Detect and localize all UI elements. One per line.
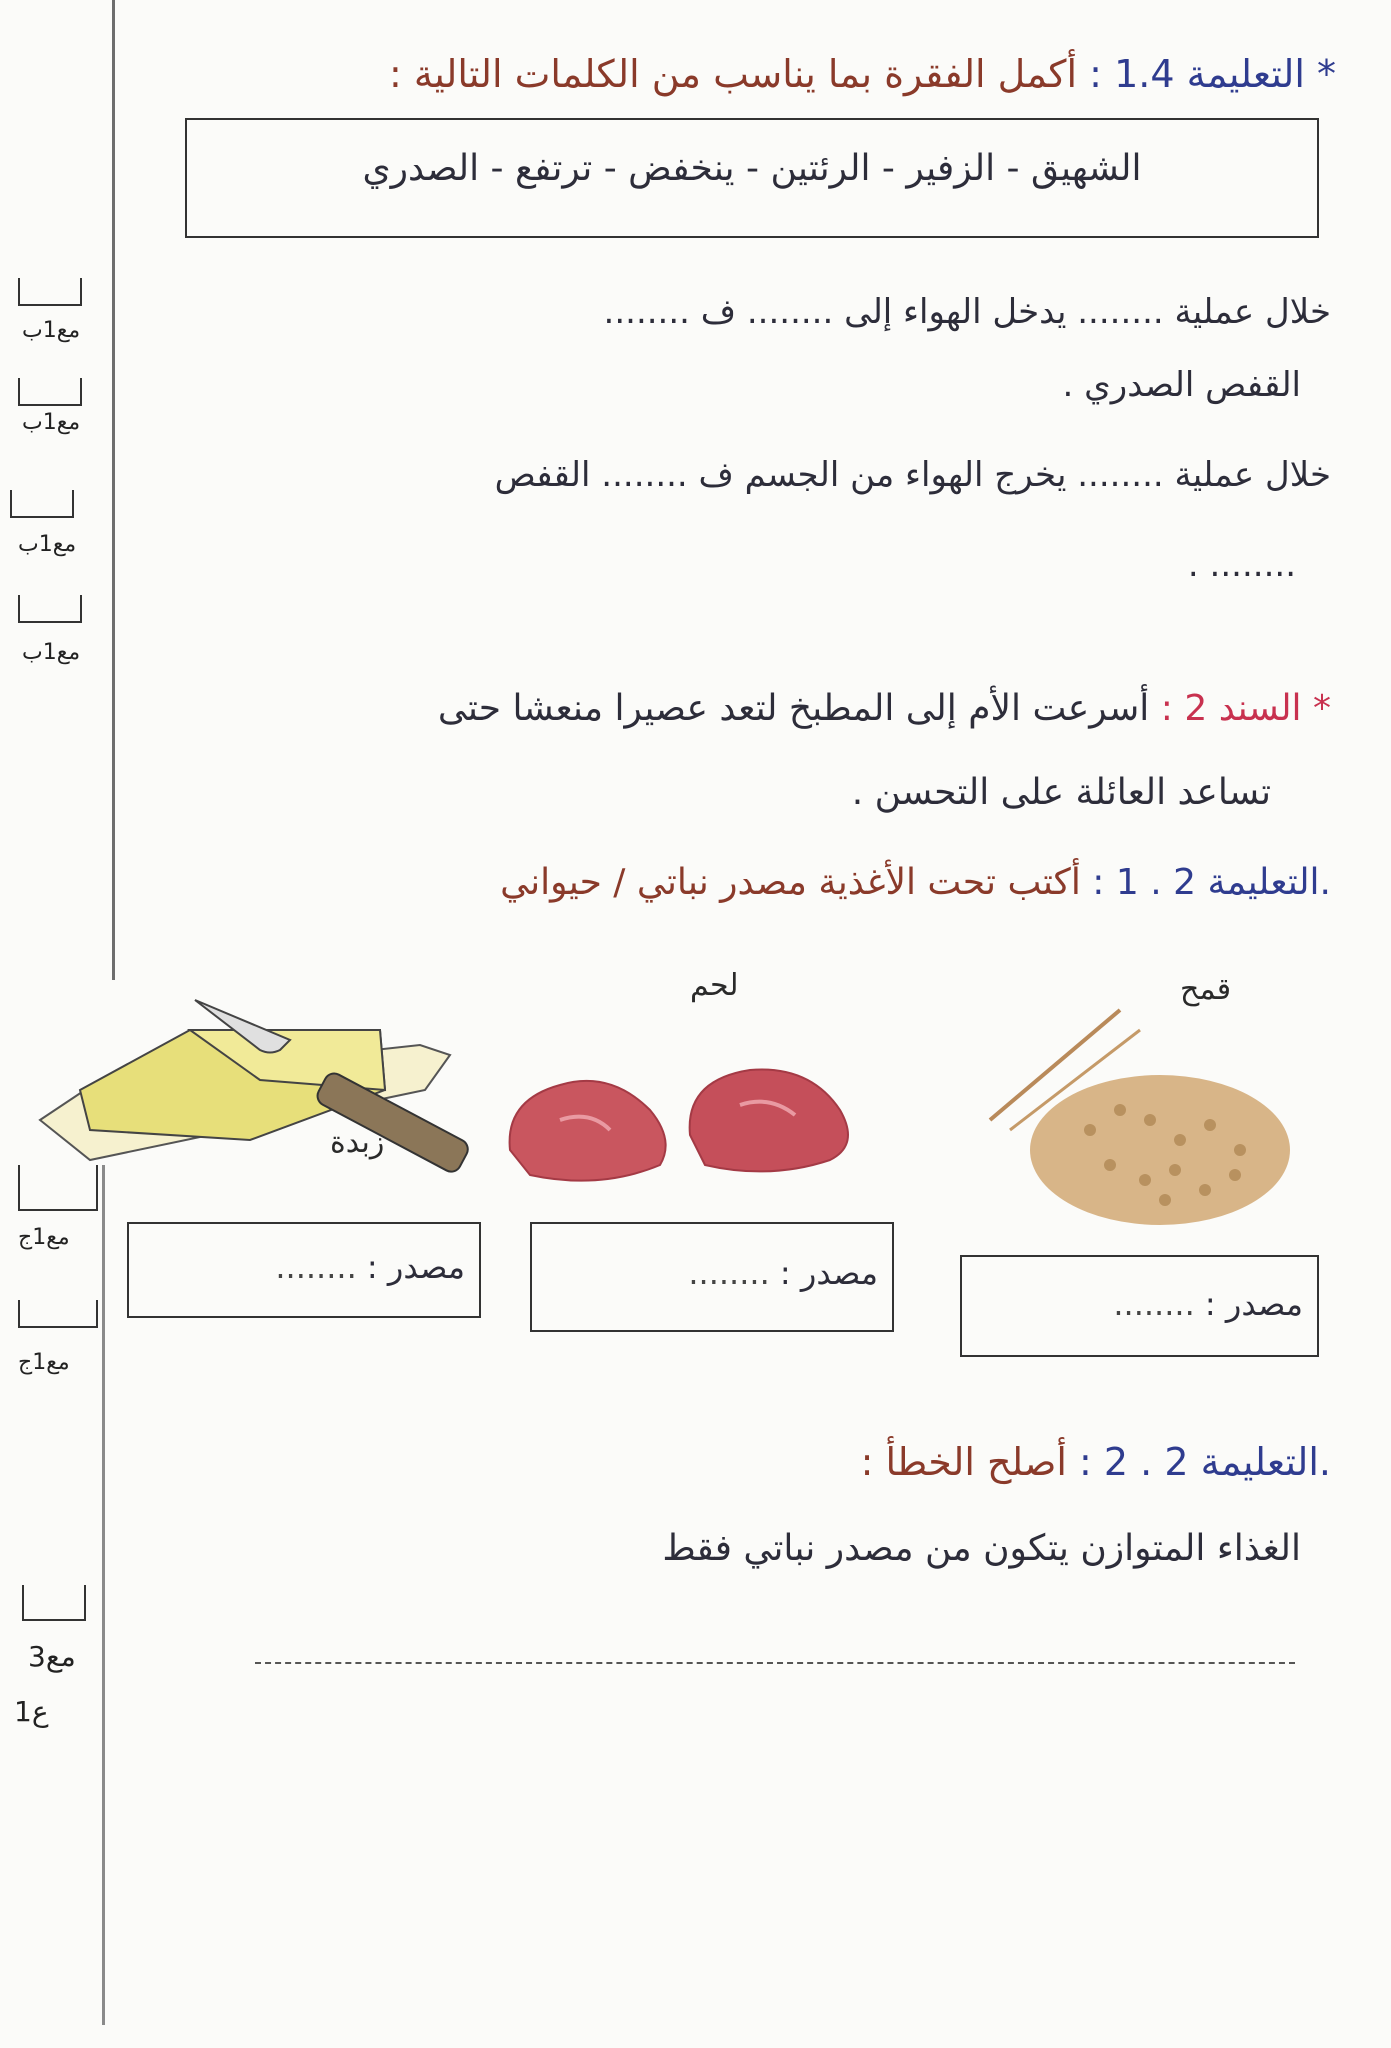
criterion-label: مع3 <box>28 1640 76 1673</box>
answer-blank: ........ <box>275 1248 357 1286</box>
instruction-2-2-text: أصلح الخطأ : <box>860 1440 1067 1484</box>
food-name-wheat: قمح <box>1180 972 1232 1007</box>
score-box[interactable] <box>10 490 74 518</box>
instruction-1-heading <box>389 52 1336 96</box>
answer-blank: ........ <box>1113 1285 1195 1323</box>
margin-line <box>112 0 115 980</box>
source-label: مصدر : <box>366 1248 465 1286</box>
word-bank-box <box>185 118 1319 238</box>
context-2-line2: تساعد العائلة على التحسن . <box>851 772 1271 813</box>
answer-box-butter[interactable] <box>127 1222 481 1318</box>
answer-box-wheat[interactable] <box>960 1255 1319 1357</box>
criterion-label: مع1ب <box>18 532 77 557</box>
wheat-image <box>970 1000 1290 1230</box>
sentence-4: ........ . <box>1187 545 1296 585</box>
instruction-1-marker: * <box>1317 52 1336 96</box>
criterion-label: ع1 <box>14 1695 49 1728</box>
answer-line[interactable] <box>255 1662 1295 1664</box>
score-box[interactable] <box>18 378 82 406</box>
criterion-label: مع1ب <box>22 640 81 665</box>
instruction-2-2-label: .التعليمة 2 . 2 : <box>1079 1440 1331 1484</box>
criterion-label: مع1ب <box>22 318 81 343</box>
food-name-meat: لحم <box>690 968 739 1003</box>
sentence-1: خلال عملية ........ يدخل الهواء إلى ........ ف ........ <box>603 292 1331 332</box>
instruction-2-2-heading <box>861 1440 1331 1484</box>
score-box[interactable] <box>18 595 82 623</box>
score-box[interactable] <box>22 1585 86 1621</box>
sentence-2: القفص الصدري . <box>1062 365 1301 405</box>
source-label: مصدر : <box>1204 1285 1303 1323</box>
score-box[interactable] <box>18 278 82 306</box>
instruction-2-1-heading <box>500 862 1331 903</box>
criterion-label: مع1ج <box>18 1350 70 1375</box>
score-box[interactable] <box>18 1300 98 1328</box>
context-2-label: السند 2 : <box>1160 688 1302 729</box>
context-2-line1: أسرعت الأم إلى المطبخ لتعد عصيرا منعشا حتى <box>437 688 1150 729</box>
criterion-label: مع1ب <box>22 410 81 435</box>
margin-line <box>102 1165 105 2025</box>
meat-image <box>500 1040 880 1190</box>
source-label: مصدر : <box>779 1254 878 1292</box>
instruction-1-separator: : <box>1089 52 1102 96</box>
word-bank: الشهيق - الزفير - الرئتين - ينخفض - ترتفع - الصدري <box>362 148 1142 189</box>
score-box[interactable] <box>18 1165 98 1211</box>
instruction-1-text: أكمل الفقرة بما يناسب من الكلمات التالية : <box>389 52 1078 96</box>
sentence-3: خلال عملية ........ يخرج الهواء من الجسم ف ........ القفص <box>494 455 1331 495</box>
instruction-2-1-label: .التعليمة 2 . 1 : <box>1092 862 1331 903</box>
answer-blank: ........ <box>688 1254 770 1292</box>
answer-box-meat[interactable] <box>530 1222 894 1332</box>
context-2-marker: * <box>1313 688 1331 729</box>
food-name-butter: زبدة <box>330 1125 385 1160</box>
butter-image <box>30 970 480 1190</box>
instruction-2-1-text: أكتب تحت الأغذية مصدر نباتي / حيواني <box>500 862 1081 903</box>
criterion-label: مع1ج <box>18 1225 70 1250</box>
instruction-1-label: التعليمة 1.4 <box>1114 52 1305 96</box>
wrong-sentence: الغذاء المتوازن يتكون من مصدر نباتي فقط <box>662 1528 1301 1569</box>
context-2 <box>438 688 1331 729</box>
